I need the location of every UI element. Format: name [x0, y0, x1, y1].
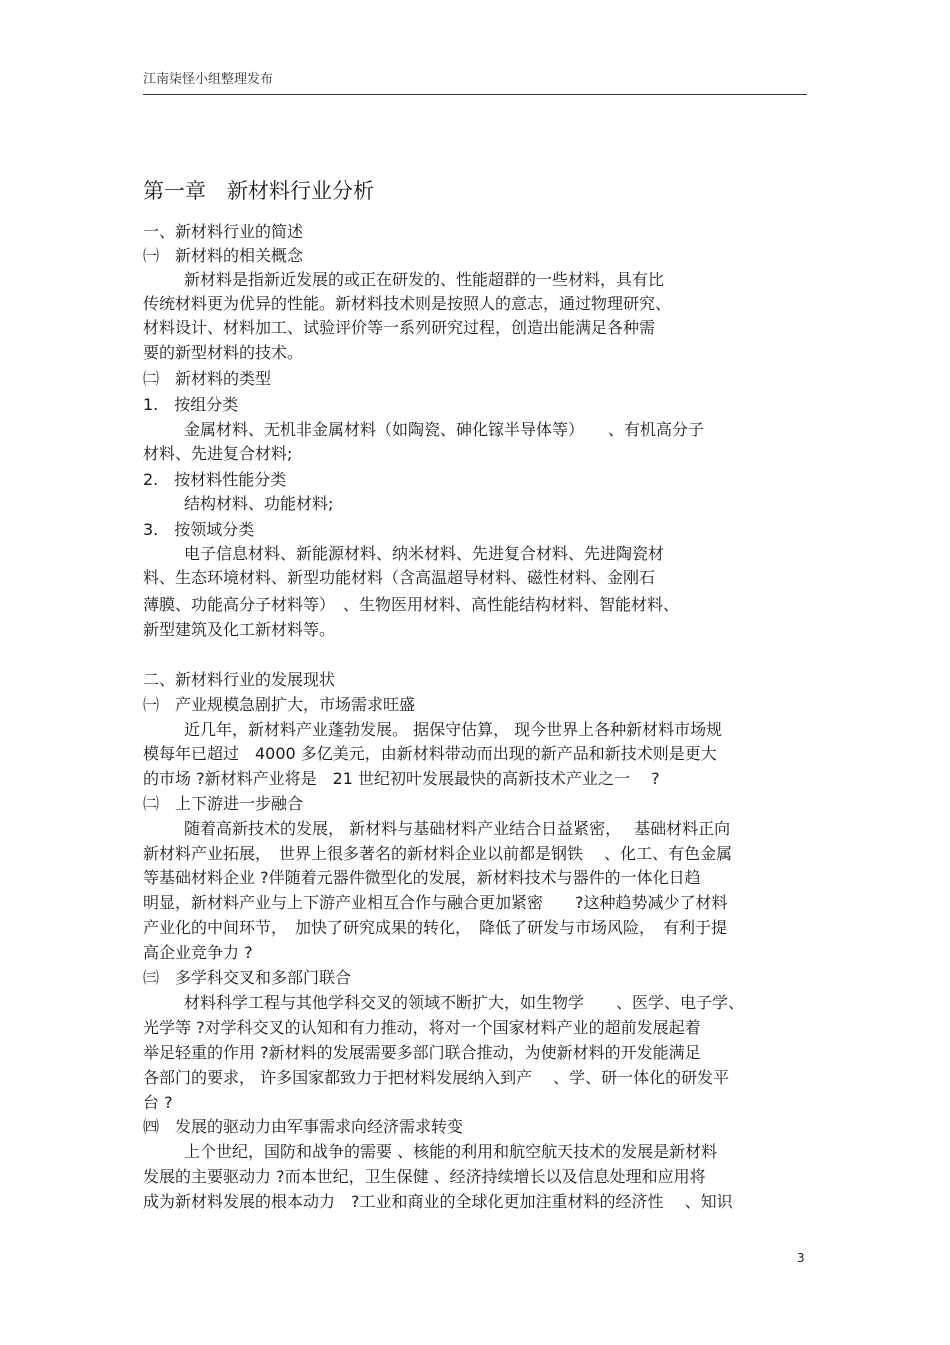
body-line: 产业化的中间环节， 加快了研究成果的转化， 降低了研发与市场风险， 有利于提 [143, 918, 728, 937]
body-line: 材料、先进复合材料; [143, 444, 293, 463]
body-line: 高企业竞争力 ? [143, 943, 253, 962]
body-line: 明显，新材料产业与上下游产业相互合作与融合更加紧密 ?这种趋势减少了材料 [143, 893, 728, 912]
list-heading: 2. 按材料性能分类 [143, 470, 287, 489]
body-line: 的市场 ?新材料产业将是 21 世纪初叶发展最快的高新技术产业之一 ? [143, 769, 660, 788]
body-line: 新型建筑及化工新材料等。 [143, 620, 336, 639]
body-line: 传统材料更为优异的性能。新材料技术则是按照人的意志，通过物理研究、 [143, 294, 672, 313]
subsection-heading: ㈠ 新材料的相关概念 [143, 246, 304, 265]
body-line: 材料科学工程与其他学科交叉的领域不断扩大，如生物学 、医学、电子学、 [184, 993, 745, 1012]
body-line: 薄膜、功能高分子材料等） 、生物医用材料、高性能结构材料、智能材料、 [143, 595, 680, 614]
subsection-heading: ㈣ 发展的驱动力由军事需求向经济需求转变 [143, 1117, 464, 1136]
body-line: 结构材料、功能材料; [184, 494, 334, 513]
body-line: 电子信息材料、新能源材料、纳米材料、先进复合材料、先进陶瓷材 [184, 544, 665, 563]
page-header [143, 58, 807, 95]
section-heading: 二、新材料行业的发展现状 [143, 670, 336, 689]
chapter-title: 第一章 新材料行业分析 [143, 179, 374, 203]
body-line: 举足轻重的作用 ?新材料的发展需要多部门联合推动，为使新材料的开发能满足 [143, 1043, 701, 1062]
subsection-heading: ㈢ 多学科交叉和多部门联合 [143, 968, 352, 987]
body-line: 近几年，新材料产业蓬勃发展。 据保守估算， 现今世界上各种新材料市场规 [184, 720, 723, 739]
list-heading: 3. 按领域分类 [143, 520, 255, 539]
subsection-heading: ㈡ 新材料的类型 [143, 369, 272, 388]
body-line: 新材料产业拓展， 世界上很多著名的新材料企业以前都是钢铁 、化工、有色金属 [143, 844, 733, 863]
body-line: 发展的主要驱动力 ?而本世纪，卫生保健 、经济持续增长以及信息处理和应用将 [143, 1167, 706, 1186]
header-text: 江南柒怪小组整理发布 [143, 72, 274, 87]
body-line: 料、生态环境材料、新型功能材料（含高温超导材料、磁性材料、金刚石 [143, 568, 656, 587]
body-line: 新材料是指新近发展的或正在研发的、性能超群的一些材料，具有比 [184, 270, 665, 289]
body-line: 台 ? [143, 1093, 173, 1112]
body-line: 材料设计、材料加工、试验评价等一系列研究过程，创造出能满足各种需 [143, 318, 656, 337]
subsection-heading: ㈠ 产业规模急剧扩大，市场需求旺盛 [143, 695, 416, 714]
section-heading: 一、新材料行业的简述 [143, 222, 304, 241]
body-line: 各部门的要求， 许多国家都致力于把材料发展纳入到产 、学、研一体化的研发平 [143, 1068, 730, 1087]
subsection-heading: ㈡ 上下游进一步融合 [143, 794, 304, 813]
page-number: 3 [797, 1251, 805, 1265]
body-line: 金属材料、无机非金属材料（如陶瓷、砷化镓半导体等） 、有机高分子 [184, 420, 705, 439]
body-line: 等基础材料企业 ?伴随着元器件微型化的发展，新材料技术与器件的一体化日趋 [143, 868, 701, 887]
body-line: 模每年已超过 4000 多亿美元，由新材料带动而出现的新产品和新技术则是更大 [143, 744, 717, 763]
list-heading: 1. 按组分类 [143, 395, 239, 414]
body-line: 要的新型材料的技术。 [143, 343, 304, 362]
body-line: 上个世纪，国防和战争的需要 、核能的利用和航空航天技术的发展是新材料 [184, 1142, 718, 1161]
body-line: 成为新材料发展的根本动力 ?工业和商业的全球化更加注重材料的经济性 、知识 [143, 1192, 733, 1211]
body-line: 光学等 ?对学科交叉的认知和有力推动，将对一个国家材料产业的超前发展起着 [143, 1018, 701, 1037]
body-line: 随着高新技术的发展， 新材料与基础材料产业结合日益紧密， 基础材料正向 [184, 819, 731, 838]
